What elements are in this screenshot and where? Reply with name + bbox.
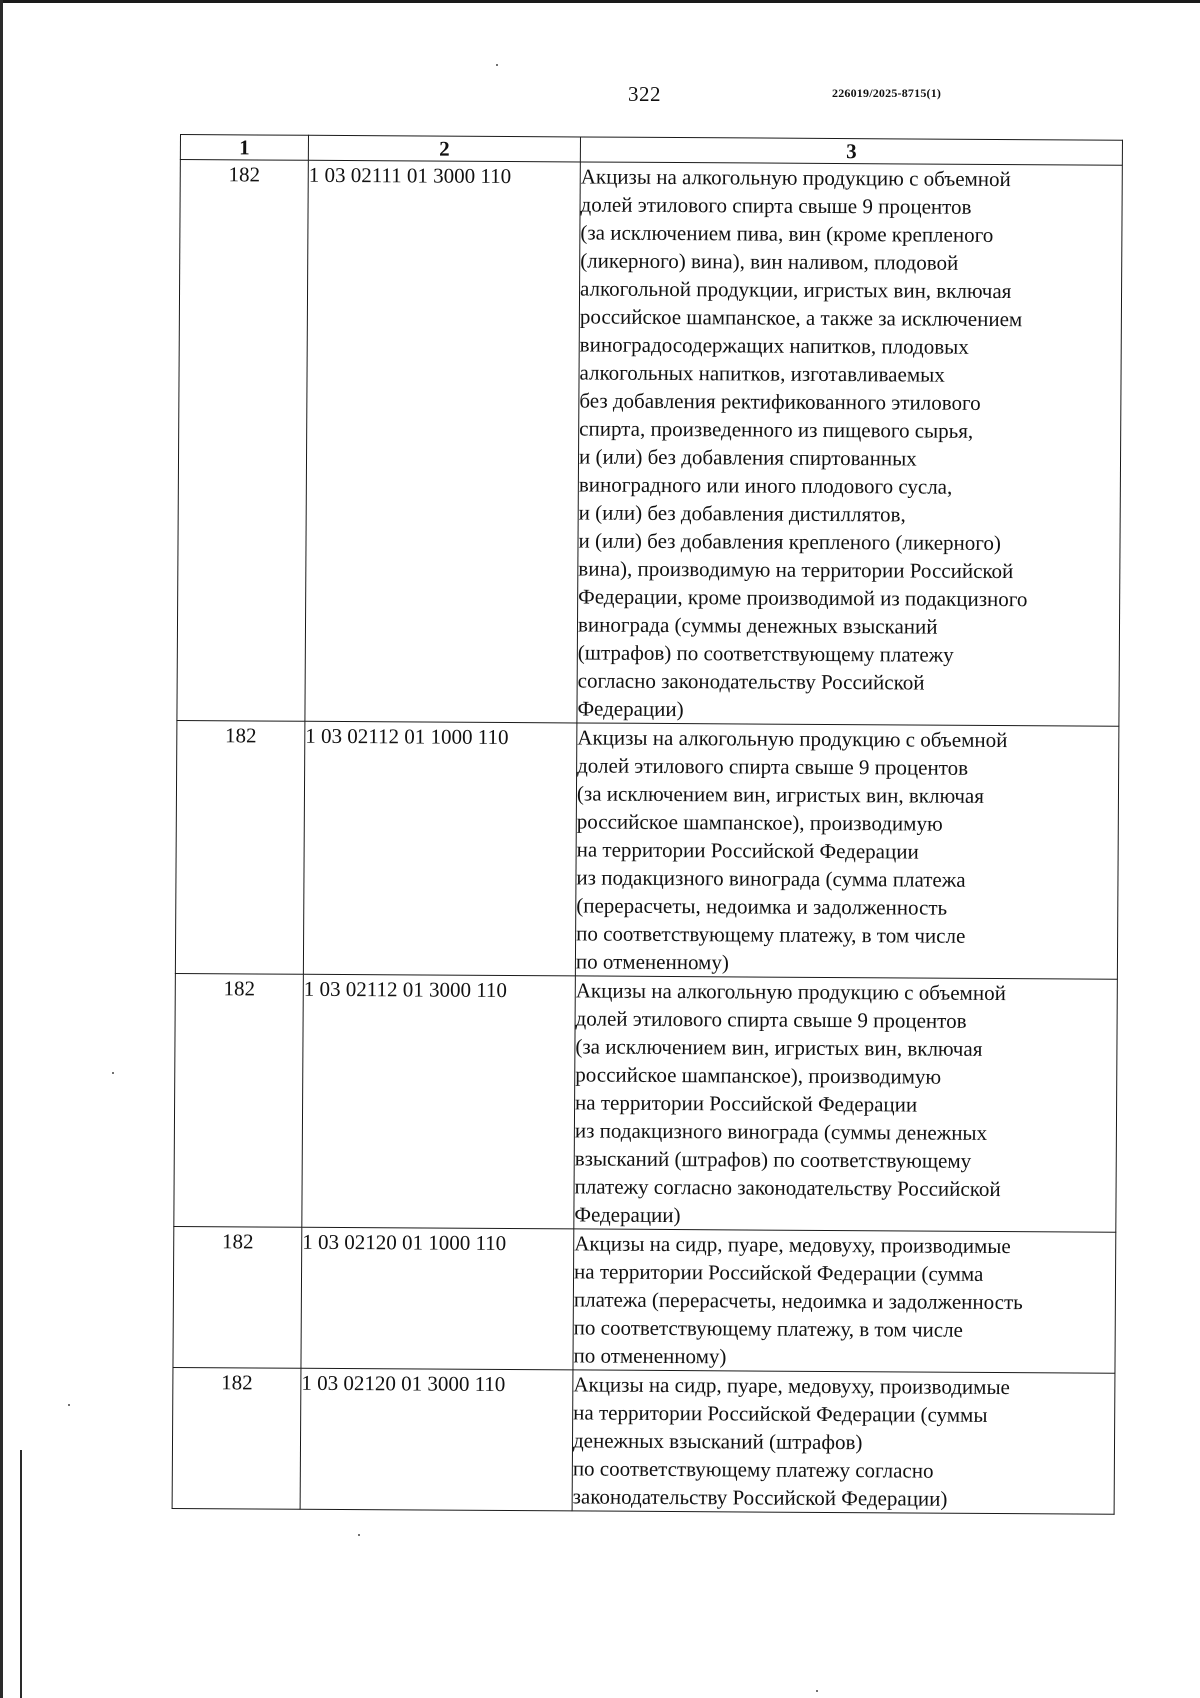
description-cell bbox=[575, 723, 1119, 979]
kbk-code-cell: 1 03 02112 01 3000 110 bbox=[302, 974, 576, 1229]
description-line: (за исключением вин, игристых вин, включая bbox=[576, 781, 985, 808]
description-line: алкогольной продукции, игристых вин, включая bbox=[579, 276, 1012, 304]
description-line: Акцизы на сидр, пуаре, медовуху, производимые bbox=[574, 1231, 1011, 1259]
description-line: Акцизы на алкогольную продукцию с объемной bbox=[577, 725, 1008, 753]
kbk-code-cell: 1 03 02111 01 3000 110 bbox=[305, 160, 580, 723]
kbk-code-cell: 1 03 02120 01 3000 110 bbox=[300, 1368, 573, 1511]
scan-speck bbox=[68, 1404, 70, 1406]
kbk-code-cell: 1 03 02112 01 1000 110 bbox=[303, 721, 577, 976]
description-line: по отмененному) bbox=[573, 1343, 727, 1369]
column-header: 2 bbox=[308, 135, 580, 162]
table-row bbox=[172, 1367, 1115, 1514]
description-line: российское шампанское), производимую bbox=[576, 809, 943, 836]
column-header: 3 bbox=[580, 137, 1122, 165]
description-line: по соответствующему платежу, в том числе bbox=[573, 1315, 963, 1342]
scan-left-border bbox=[0, 0, 3, 1698]
description-line: на территории Российской Федерации (суммы bbox=[573, 1400, 988, 1427]
description-line: по отмененному) bbox=[575, 949, 729, 975]
description-line: виноградосодержащих напитков, плодовых bbox=[579, 332, 969, 359]
description-line: долей этилового спирта свыше 9 процентов bbox=[580, 192, 972, 219]
description-cell bbox=[574, 976, 1118, 1232]
description-line: виноградного или иного плодового сусла, bbox=[578, 472, 953, 499]
column-header: 1 bbox=[180, 135, 308, 161]
scan-speck bbox=[358, 1534, 360, 1536]
scan-speck bbox=[112, 1072, 114, 1074]
admin-code-cell: 182 bbox=[177, 160, 308, 722]
description-cell bbox=[572, 1370, 1115, 1514]
description-line: Акцизы на алкогольную продукцию с объемной bbox=[575, 978, 1006, 1006]
page-number: 322 bbox=[628, 82, 661, 106]
description-line: на территории Российской Федерации bbox=[575, 1090, 918, 1117]
description-line: Акцизы на алкогольную продукцию с объемной bbox=[580, 164, 1011, 192]
description-line: долей этилового спирта свыше 9 процентов bbox=[577, 753, 969, 780]
description-line: (штрафов) по соответствующему платежу bbox=[577, 640, 954, 667]
description-line: Федерации) bbox=[577, 696, 684, 722]
document-code: 226019/2025-8715(1) bbox=[832, 86, 942, 100]
description-line: российское шампанское), производимую bbox=[575, 1062, 942, 1089]
admin-code-cell: 182 bbox=[173, 1226, 302, 1368]
admin-code-cell: 182 bbox=[172, 1367, 301, 1509]
scan-left-border-lower bbox=[20, 1450, 22, 1698]
description-line: вина), производимую на территории Российской bbox=[578, 556, 1014, 584]
description-line: и (или) без добавления крепленого (ликерного) bbox=[578, 528, 1001, 556]
description-line: спирта, произведенного из пищевого сырья, bbox=[579, 416, 974, 443]
description-line: алкогольных напитков, изготавливаемых bbox=[579, 360, 945, 387]
table-row bbox=[177, 160, 1122, 727]
scan-top-border bbox=[0, 0, 1200, 3]
description-line: Федерации) bbox=[574, 1202, 681, 1228]
description-line: взысканий (штрафов) по соответствующему bbox=[574, 1146, 972, 1173]
description-line: российское шампанское, а также за исключением bbox=[579, 304, 1023, 332]
description-line: денежных взысканий (штрафов) bbox=[572, 1428, 863, 1455]
description-line: платежа (перерасчеты, недоимка и задолженность bbox=[573, 1287, 1023, 1315]
description-cell bbox=[577, 162, 1122, 726]
description-line: винограда (суммы денежных взысканий bbox=[577, 612, 938, 639]
description-line: (ликерного) вина), вин наливом, плодовой bbox=[580, 248, 959, 275]
scan-speck bbox=[496, 64, 498, 66]
description-line: по соответствующему платежу согласно bbox=[572, 1456, 934, 1483]
description-line: по соответствующему платежу, в том числе bbox=[576, 921, 966, 948]
scan-speck bbox=[816, 1690, 818, 1692]
description-line: без добавления ректификованного этилового bbox=[579, 388, 981, 415]
budget-classification-table bbox=[172, 134, 1123, 1515]
description-line: Федерации, кроме производимой из подакцизного bbox=[578, 584, 1028, 612]
kbk-code-cell: 1 03 02120 01 1000 110 bbox=[301, 1227, 574, 1370]
description-line: (перерасчеты, недоимка и задолженность bbox=[576, 893, 948, 920]
description-line: и (или) без добавления дистиллятов, bbox=[578, 500, 906, 527]
admin-code-cell: 182 bbox=[175, 720, 305, 974]
description-line: долей этилового спирта свыше 9 процентов bbox=[575, 1006, 967, 1033]
description-line: законодательству Российской Федерации) bbox=[572, 1484, 948, 1511]
description-line: на территории Российской Федерации bbox=[576, 837, 919, 864]
description-line: согласно законодательству Российской bbox=[577, 668, 925, 695]
description-line: платежу согласно законодательству Российской bbox=[574, 1174, 1001, 1202]
description-line: из подакцизного винограда (сумма платежа bbox=[576, 865, 966, 892]
description-line: и (или) без добавления спиртованных bbox=[578, 444, 917, 471]
description-line: (за исключением пива, вин (кроме крепленого bbox=[580, 220, 994, 247]
table-row bbox=[175, 720, 1119, 979]
admin-code-cell: 182 bbox=[174, 973, 304, 1227]
description-line: (за исключением вин, игристых вин, включая bbox=[575, 1034, 983, 1061]
description-line: на территории Российской Федерации (сумма bbox=[573, 1259, 984, 1286]
table-row bbox=[173, 1226, 1116, 1373]
table-row bbox=[174, 973, 1118, 1232]
table-body bbox=[172, 160, 1122, 1515]
description-cell bbox=[573, 1229, 1116, 1373]
description-line: из подакцизного винограда (суммы денежных bbox=[574, 1118, 988, 1145]
description-line: Акцизы на сидр, пуаре, медовуху, производимые bbox=[573, 1372, 1010, 1400]
table-container bbox=[172, 134, 1122, 1515]
